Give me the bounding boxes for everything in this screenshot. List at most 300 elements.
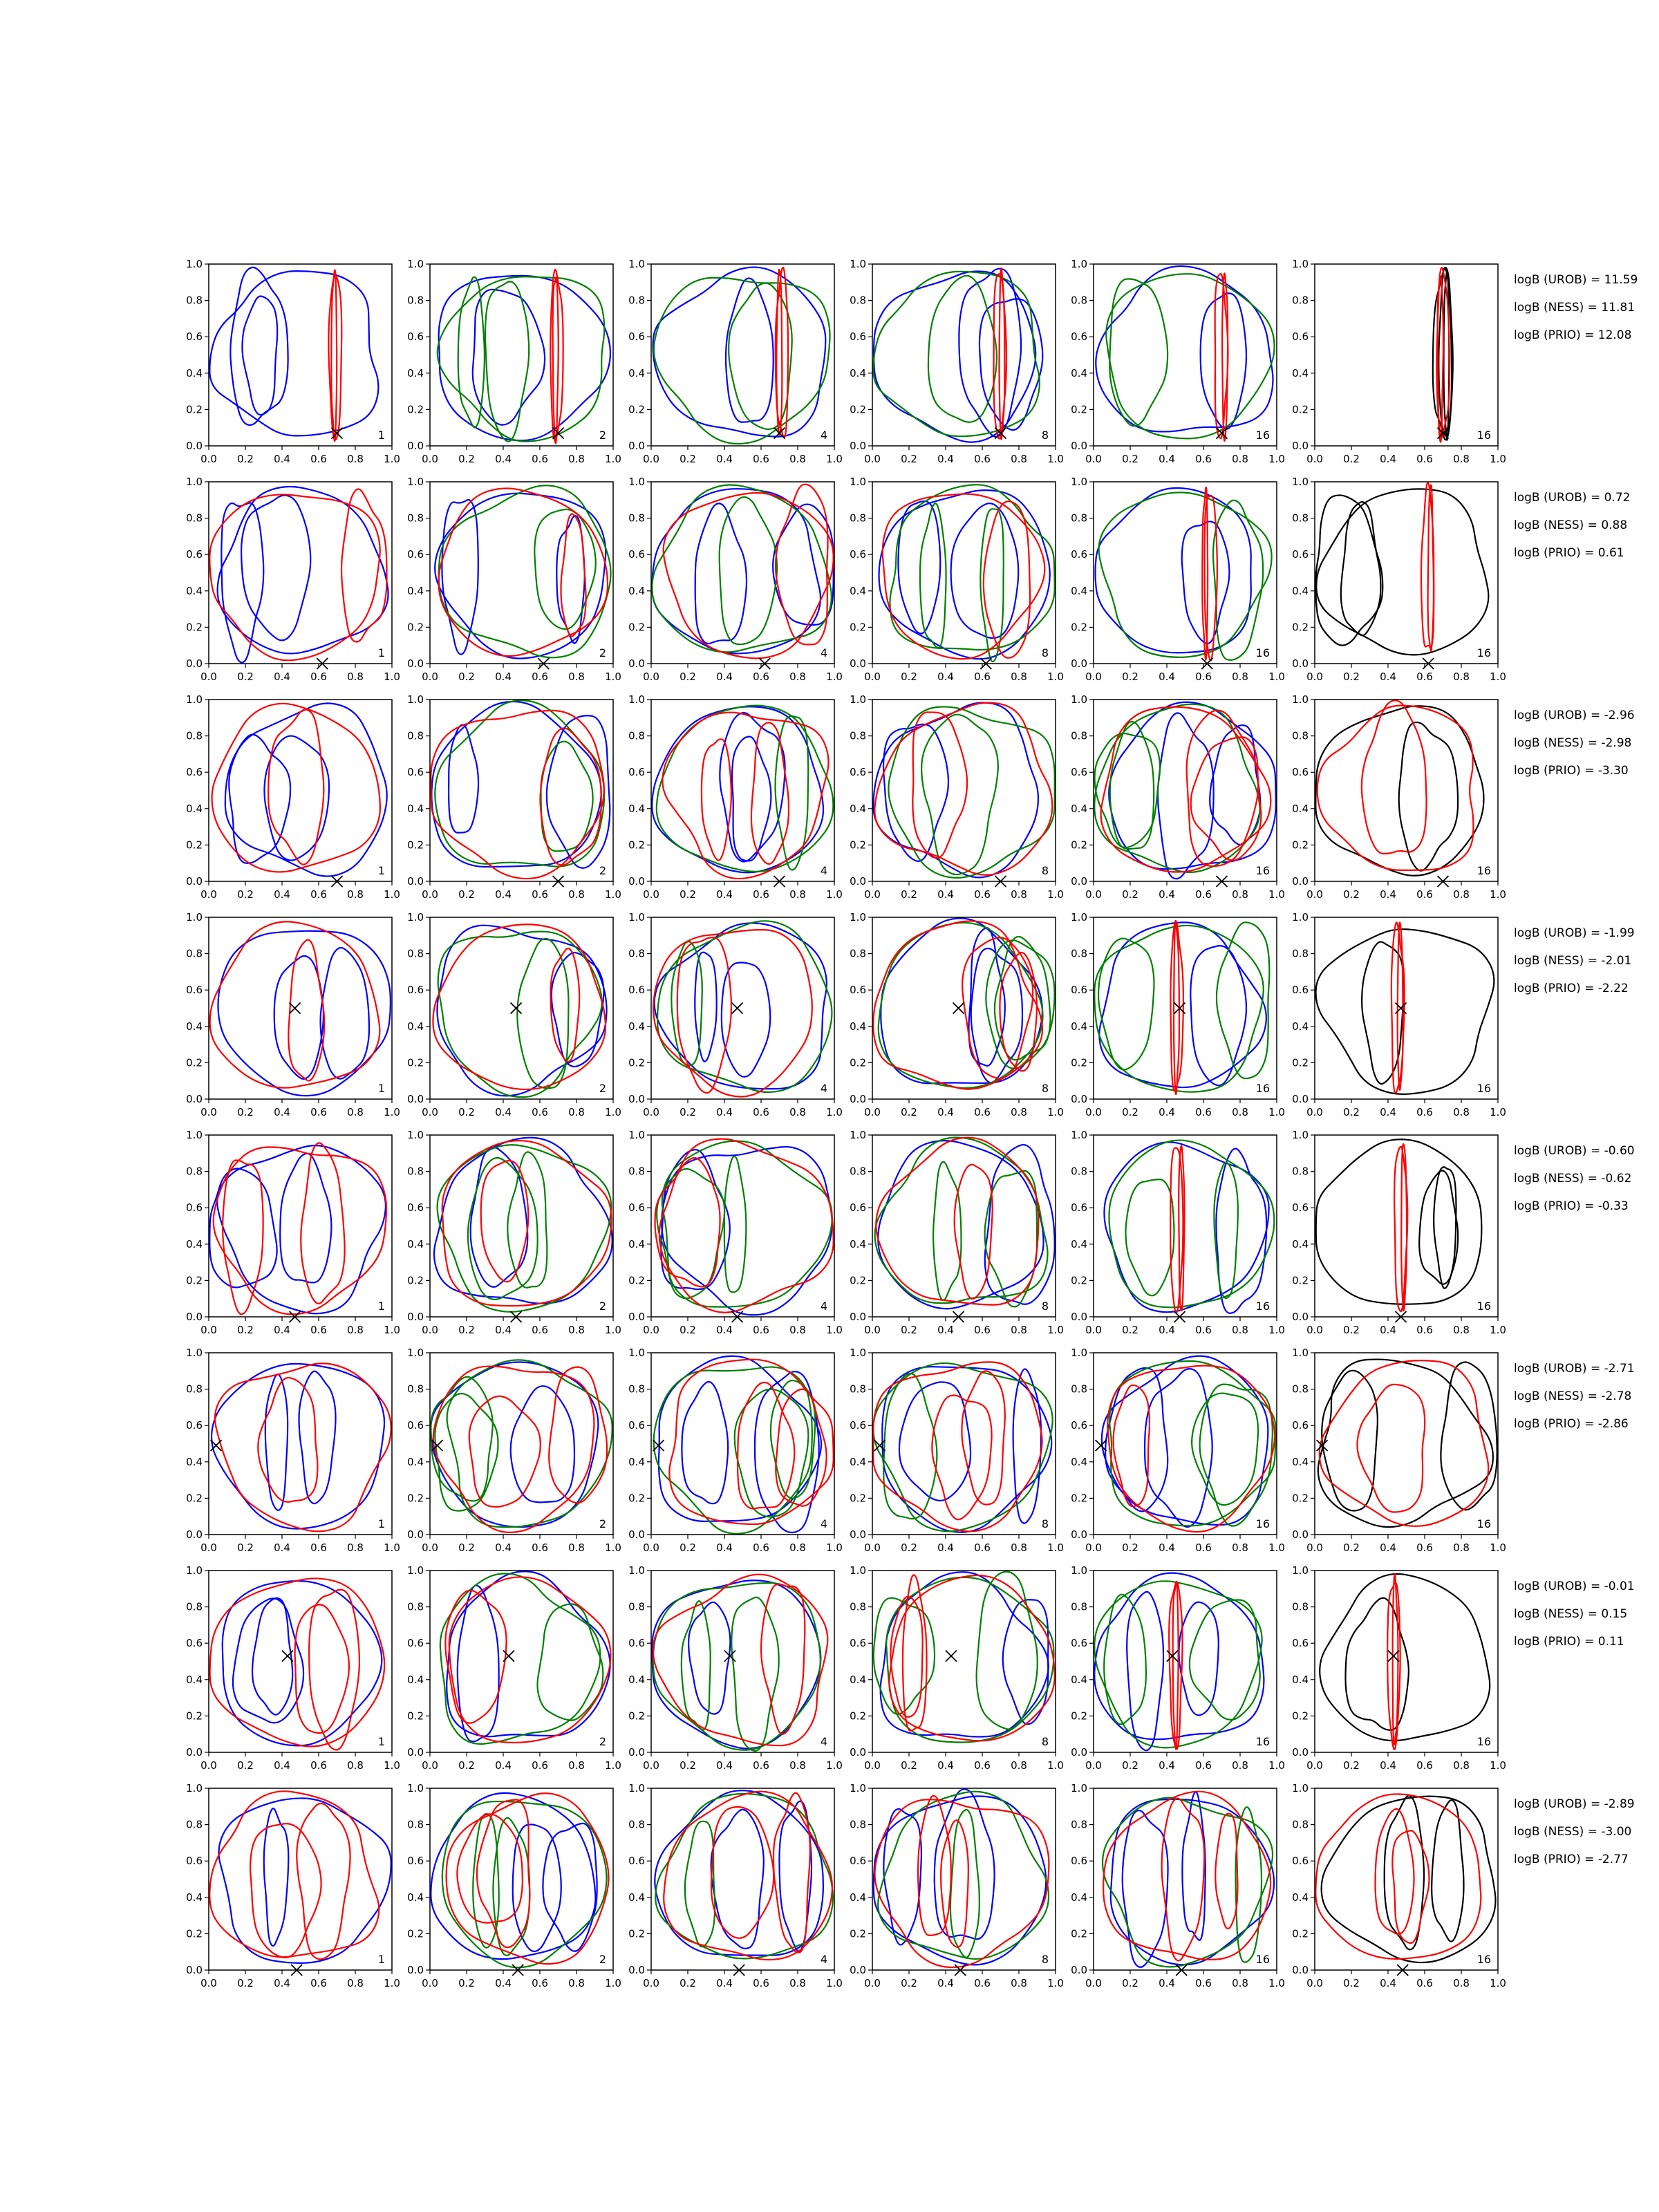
contour-prio [309,1590,359,1750]
x-tick-label: 0.8 [568,453,585,465]
x-tick-label: 0.4 [1159,453,1175,465]
panel-number: 4 [820,1082,827,1095]
y-tick-label: 0.8 [628,1165,645,1178]
x-tick-label: 0.6 [532,1977,548,1989]
y-tick-label: 0.4 [407,584,424,597]
y-tick-label: 0.4 [1071,1891,1087,1904]
contour-combined [1318,1360,1493,1528]
panel-number: 16 [1255,1300,1270,1313]
y-tick-label: 0.8 [628,294,645,307]
panel-number: 16 [1255,1735,1270,1748]
y-tick-label: 0.6 [186,1419,203,1432]
y-tick-label: 0.2 [628,1492,645,1505]
y-tick-label: 0.0 [628,1964,645,1976]
contours [653,268,830,444]
contour-prio [1215,1814,1237,1929]
panel-r2-c1 [186,476,400,683]
y-tick-label: 0.2 [407,1927,424,1940]
y-tick-label: 0.2 [1292,1056,1309,1069]
true-value-marker [1096,1440,1107,1451]
x-tick-label: 1.0 [605,671,621,683]
panel-r2-c5 [1071,476,1285,683]
x-tick-label: 0.4 [1159,1977,1175,1989]
y-tick-label: 1.0 [407,693,424,706]
x-tick-label: 0.0 [643,888,659,901]
contour-urob [299,1371,336,1503]
y-tick-label: 0.6 [407,984,424,997]
panel-number: 8 [1041,646,1049,659]
contours [652,1575,827,1751]
x-tick-label: 0.8 [1011,1106,1027,1118]
contour-prio [214,1147,386,1314]
contours [435,485,610,658]
panel-r7-c1 [186,1564,400,1772]
x-tick-label: 1.0 [1268,1977,1285,1989]
y-tick-label: 0.4 [628,1673,645,1686]
contour-prio [212,704,380,872]
x-tick-label: 0.0 [1085,671,1102,683]
contour-ness [507,1152,547,1288]
x-tick-label: 0.4 [716,1106,733,1118]
y-tick-label: 1.0 [186,1564,203,1577]
contour-ness [517,939,568,1088]
x-tick-label: 0.8 [1453,671,1470,683]
contour-urob [242,296,277,415]
contour-urob [513,1824,561,1951]
panel-number: 16 [1477,646,1491,659]
y-tick-label: 0.4 [1071,1020,1087,1033]
logb-annotations [1514,926,1635,995]
x-tick-label: 0.4 [937,1977,954,1989]
x-tick-label: 0.6 [1416,453,1433,465]
x-tick-label: 0.8 [1232,453,1248,465]
y-tick-label: 0.2 [628,621,645,634]
contour-prio [1170,1147,1183,1313]
y-tick-label: 0.8 [628,1382,645,1396]
x-tick-label: 0.2 [458,888,475,901]
contours [431,1360,612,1532]
panel-number: 16 [1255,864,1270,877]
panel-frame [1094,482,1277,664]
logb-urob: logB (UROB) = -0.01 [1514,1580,1635,1593]
x-tick-label: 0.0 [864,888,881,901]
panel-r6-c4 [850,1347,1064,1554]
y-tick-label: 0.2 [628,1056,645,1069]
y-tick-label: 0.0 [1292,440,1309,452]
x-tick-label: 0.8 [568,1541,585,1554]
y-tick-label: 1.0 [1071,476,1087,488]
contour-urob [229,735,290,863]
x-tick-label: 0.6 [1416,1541,1433,1554]
x-tick-label: 0.8 [347,1324,364,1336]
x-tick-label: 0.6 [753,671,769,683]
y-tick-label: 0.8 [407,1165,424,1178]
contours [1095,487,1271,661]
x-tick-label: 1.0 [826,1541,843,1554]
panel-r3-c3 [628,693,843,901]
x-tick-label: 0.8 [789,1759,806,1772]
y-tick-label: 0.2 [850,1709,866,1723]
contour-urob [209,271,378,435]
y-tick-label: 0.2 [186,1274,203,1287]
y-tick-label: 0.2 [186,1492,203,1505]
x-tick-label: 1.0 [1268,888,1285,901]
y-tick-label: 0.6 [850,330,866,344]
y-tick-label: 0.6 [1292,984,1309,997]
logb-annotations [1514,273,1638,342]
logb-prio: logB (PRIO) = -2.77 [1514,1853,1629,1866]
x-tick-label: 1.0 [1490,1324,1506,1336]
x-tick-label: 1.0 [826,1324,843,1336]
x-tick-label: 0.0 [864,671,881,683]
y-tick-label: 0.8 [628,1600,645,1613]
x-tick-label: 0.6 [974,1541,991,1554]
panel-number: 16 [1255,1953,1270,1966]
y-tick-label: 0.8 [186,294,203,307]
x-tick-label: 0.8 [347,1759,364,1772]
panel-number: 16 [1255,429,1270,442]
y-tick-label: 0.8 [407,512,424,525]
x-tick-label: 0.4 [495,453,512,465]
x-tick-label: 0.2 [1343,1106,1360,1118]
x-tick-label: 0.4 [495,888,512,901]
x-tick-label: 1.0 [826,1106,843,1118]
contour-urob [873,702,1038,877]
panel-frame [1315,264,1498,446]
y-tick-label: 0.0 [850,1093,866,1105]
x-tick-label: 0.0 [1085,1106,1102,1118]
panel-r8-c1 [186,1782,400,1989]
y-tick-label: 0.2 [628,1274,645,1287]
logb-ness: logB (NESS) = -0.62 [1514,1172,1632,1185]
y-tick-label: 0.0 [1071,1964,1087,1976]
panel-r7-c3 [628,1564,843,1772]
x-tick-label: 0.6 [753,1977,769,1989]
y-tick-label: 0.6 [1071,548,1087,561]
y-tick-label: 0.4 [850,584,866,597]
x-tick-label: 0.2 [1343,888,1360,901]
x-tick-label: 1.0 [1047,1106,1064,1118]
x-tick-label: 0.6 [310,1541,327,1554]
y-tick-label: 0.8 [1071,947,1087,960]
y-tick-label: 0.4 [407,802,424,815]
panel-number: 4 [820,1953,827,1966]
contour-urob [209,1168,276,1287]
x-tick-label: 0.6 [1195,1324,1212,1336]
y-tick-label: 0.2 [1071,1927,1087,1940]
contours [1318,1360,1497,1528]
x-tick-label: 1.0 [384,1324,400,1336]
x-tick-label: 0.2 [901,1977,917,1989]
y-tick-label: 0.8 [850,1382,866,1396]
x-tick-label: 0.2 [1122,1541,1138,1554]
panel-number: 1 [377,864,385,877]
y-tick-label: 0.4 [186,1673,203,1686]
x-tick-label: 0.0 [422,671,438,683]
x-tick-label: 0.2 [901,1541,917,1554]
x-tick-label: 0.0 [1085,1759,1102,1772]
y-tick-label: 1.0 [1292,911,1309,924]
y-tick-label: 0.8 [628,512,645,525]
y-tick-label: 0.0 [186,1311,203,1323]
contour-prio [876,1138,1038,1305]
y-tick-label: 1.0 [850,476,866,488]
panel-frame [1094,700,1277,881]
contour-prio [553,277,559,443]
y-tick-label: 0.0 [186,875,203,888]
y-tick-label: 0.4 [850,1237,866,1250]
y-tick-label: 0.8 [1292,512,1309,525]
contour-urob [711,1810,764,1949]
y-tick-label: 1.0 [628,1564,645,1577]
x-tick-label: 0.8 [789,888,806,901]
x-tick-label: 0.4 [937,453,954,465]
contour-urob [225,703,387,876]
x-tick-label: 0.2 [679,1324,696,1336]
contours [1094,1573,1264,1751]
contour-urob [473,290,545,425]
panel-number: 2 [599,429,606,442]
x-tick-label: 1.0 [1047,1324,1064,1336]
y-tick-label: 0.6 [628,548,645,561]
y-tick-label: 1.0 [850,1564,866,1577]
panel-frame [1094,1788,1277,1970]
x-tick-label: 0.4 [716,1759,733,1772]
y-tick-label: 0.4 [1292,802,1309,815]
contour-prio [1173,1582,1179,1749]
x-tick-label: 0.6 [310,671,327,683]
x-tick-label: 0.6 [532,1324,548,1336]
contour-ness [720,497,777,644]
x-tick-label: 1.0 [826,1759,843,1772]
x-tick-label: 0.4 [1380,671,1396,683]
panel-r5-c4 [850,1129,1064,1336]
contour-urob [959,269,1021,437]
contours [873,268,1042,442]
y-tick-label: 0.2 [186,1709,203,1723]
y-tick-label: 0.6 [850,766,866,779]
x-tick-label: 0.6 [532,671,548,683]
y-tick-label: 0.4 [628,1455,645,1468]
x-tick-label: 0.6 [1416,888,1433,901]
x-tick-label: 0.6 [1195,1759,1212,1772]
y-tick-label: 0.0 [1071,1093,1087,1105]
x-tick-label: 0.0 [1085,1977,1102,1989]
x-tick-label: 0.8 [347,453,364,465]
x-tick-label: 0.4 [937,888,954,901]
x-tick-label: 0.2 [1122,1324,1138,1336]
contours [434,1138,612,1312]
x-tick-label: 1.0 [1490,888,1506,901]
y-tick-label: 0.2 [850,1056,866,1069]
contours [874,1572,1055,1743]
x-tick-label: 0.4 [1380,1541,1396,1554]
x-tick-label: 0.2 [679,1759,696,1772]
x-tick-label: 1.0 [605,1541,621,1554]
y-tick-label: 0.8 [1292,1165,1309,1178]
y-tick-label: 0.2 [1292,1492,1309,1505]
x-tick-label: 0.8 [347,888,364,901]
contour-prio [653,1575,827,1745]
contours [210,1578,384,1750]
y-tick-label: 0.8 [850,729,866,742]
x-tick-label: 0.6 [310,1106,327,1118]
contours [431,700,610,879]
y-tick-label: 0.6 [850,1419,866,1432]
panel-r1-c2 [407,258,621,465]
y-tick-label: 0.2 [1071,621,1087,634]
panel-r3-c1 [186,693,400,901]
y-tick-label: 0.0 [628,1528,645,1541]
contours [652,706,833,879]
logb-ness: logB (NESS) = -2.98 [1514,736,1632,750]
y-tick-label: 0.2 [1071,403,1087,416]
x-tick-label: 0.4 [1159,671,1175,683]
contour-urob [1095,488,1250,653]
y-tick-label: 0.4 [850,802,866,815]
contours [209,1791,391,1963]
logb-ness: logB (NESS) = -3.00 [1514,1825,1632,1839]
panel-r8-c4 [850,1782,1064,1989]
x-tick-label: 0.6 [1195,453,1212,465]
panel-number: 2 [599,1517,606,1530]
y-tick-label: 0.0 [1292,1093,1309,1105]
y-tick-label: 0.4 [186,366,203,379]
y-tick-label: 1.0 [1292,693,1309,706]
x-tick-label: 1.0 [384,1106,400,1118]
y-tick-label: 0.2 [407,1492,424,1505]
y-tick-label: 0.6 [186,1855,203,1868]
x-tick-label: 0.4 [1380,888,1396,901]
x-tick-label: 0.2 [237,1106,254,1118]
contour-prio [1318,706,1474,870]
true-value-marker [732,1003,743,1014]
panel-r7-c5 [1071,1564,1285,1772]
contour-ness [447,1360,612,1527]
contour-urob [1123,1810,1168,1967]
panel-number: 2 [599,1082,606,1095]
x-tick-label: 0.8 [347,1106,364,1118]
panel-r1-c1 [186,258,400,465]
x-tick-label: 0.6 [1416,1977,1433,1989]
x-tick-label: 1.0 [384,1541,400,1554]
panel-number: 1 [377,1300,385,1313]
y-tick-label: 0.0 [186,1528,203,1541]
contour-prio [209,494,379,660]
y-tick-label: 0.4 [1292,1673,1309,1686]
x-tick-label: 0.2 [679,1977,696,1989]
x-tick-label: 0.4 [1159,1541,1175,1554]
x-tick-label: 0.6 [974,1324,991,1336]
y-tick-label: 0.2 [628,1927,645,1940]
y-tick-label: 0.6 [407,1855,424,1868]
logb-annotations [1514,1580,1635,1649]
y-tick-label: 0.0 [407,440,424,452]
x-tick-label: 0.4 [937,1541,954,1554]
y-tick-label: 0.6 [1071,330,1087,344]
y-tick-label: 0.6 [1071,1637,1087,1650]
y-tick-label: 0.2 [1292,1274,1309,1287]
x-tick-label: 0.6 [1416,1759,1433,1772]
contours [1315,700,1483,875]
contour-urob [321,948,369,1079]
x-tick-label: 0.2 [901,671,917,683]
y-tick-label: 0.6 [628,330,645,344]
y-tick-label: 0.6 [407,330,424,344]
contour-prio [702,739,731,860]
y-tick-label: 0.8 [1292,1818,1309,1831]
x-tick-label: 0.0 [422,453,438,465]
contours [1433,268,1453,442]
x-tick-label: 0.8 [1453,1977,1470,1989]
contour-urob [1003,1600,1049,1724]
y-tick-label: 0.6 [1292,1855,1309,1868]
contour-ness [685,1821,715,1947]
contour-prio [962,1371,1004,1504]
x-tick-label: 0.0 [643,453,659,465]
panel-frame [872,1788,1056,1970]
panel-number: 4 [820,864,827,877]
y-tick-label: 0.8 [1071,1818,1087,1831]
x-tick-label: 0.0 [864,1977,881,1989]
x-tick-label: 1.0 [1047,671,1064,683]
y-tick-label: 0.4 [1292,1891,1309,1904]
y-tick-label: 0.8 [1071,512,1087,525]
panel-frame [1094,917,1277,1099]
x-tick-label: 0.4 [274,1106,290,1118]
x-tick-label: 0.2 [458,1106,475,1118]
y-tick-label: 0.2 [850,838,866,852]
y-tick-label: 0.0 [1292,1528,1309,1541]
x-tick-label: 0.0 [1306,888,1323,901]
x-tick-label: 0.0 [864,1106,881,1118]
y-tick-label: 0.2 [1071,1709,1087,1723]
y-tick-label: 0.4 [407,1237,424,1250]
panel-frame [430,917,613,1099]
panel-r8-c3 [628,1782,843,1989]
y-tick-label: 0.6 [186,766,203,779]
logb-annotations [1514,1797,1635,1866]
x-tick-label: 0.4 [1380,1759,1396,1772]
y-tick-label: 0.4 [1292,1020,1309,1033]
contour-urob [971,948,1022,1082]
x-tick-label: 0.6 [1195,888,1212,901]
y-tick-label: 0.2 [850,1492,866,1505]
panel-number: 4 [820,1300,827,1313]
x-tick-label: 1.0 [1047,453,1064,465]
panel-r4-c3 [628,911,843,1118]
panel-frame [209,1571,392,1752]
x-tick-label: 0.6 [753,1106,769,1118]
y-tick-label: 1.0 [1071,911,1087,924]
y-tick-label: 1.0 [186,1782,203,1794]
panel-number: 4 [820,429,827,442]
y-tick-label: 1.0 [850,1129,866,1141]
x-tick-label: 0.0 [200,453,217,465]
x-tick-label: 0.4 [274,1759,290,1772]
contour-prio [1376,1809,1414,1934]
y-tick-label: 0.2 [850,403,866,416]
y-tick-label: 0.8 [850,1165,866,1178]
y-tick-label: 1.0 [186,476,203,488]
contour-urob [511,1386,574,1502]
contours [653,921,832,1096]
y-tick-label: 0.4 [850,366,866,379]
y-tick-label: 0.8 [1071,1600,1087,1613]
x-tick-label: 0.4 [937,671,954,683]
y-tick-label: 0.2 [1071,1492,1087,1505]
x-tick-label: 0.4 [495,1106,512,1118]
